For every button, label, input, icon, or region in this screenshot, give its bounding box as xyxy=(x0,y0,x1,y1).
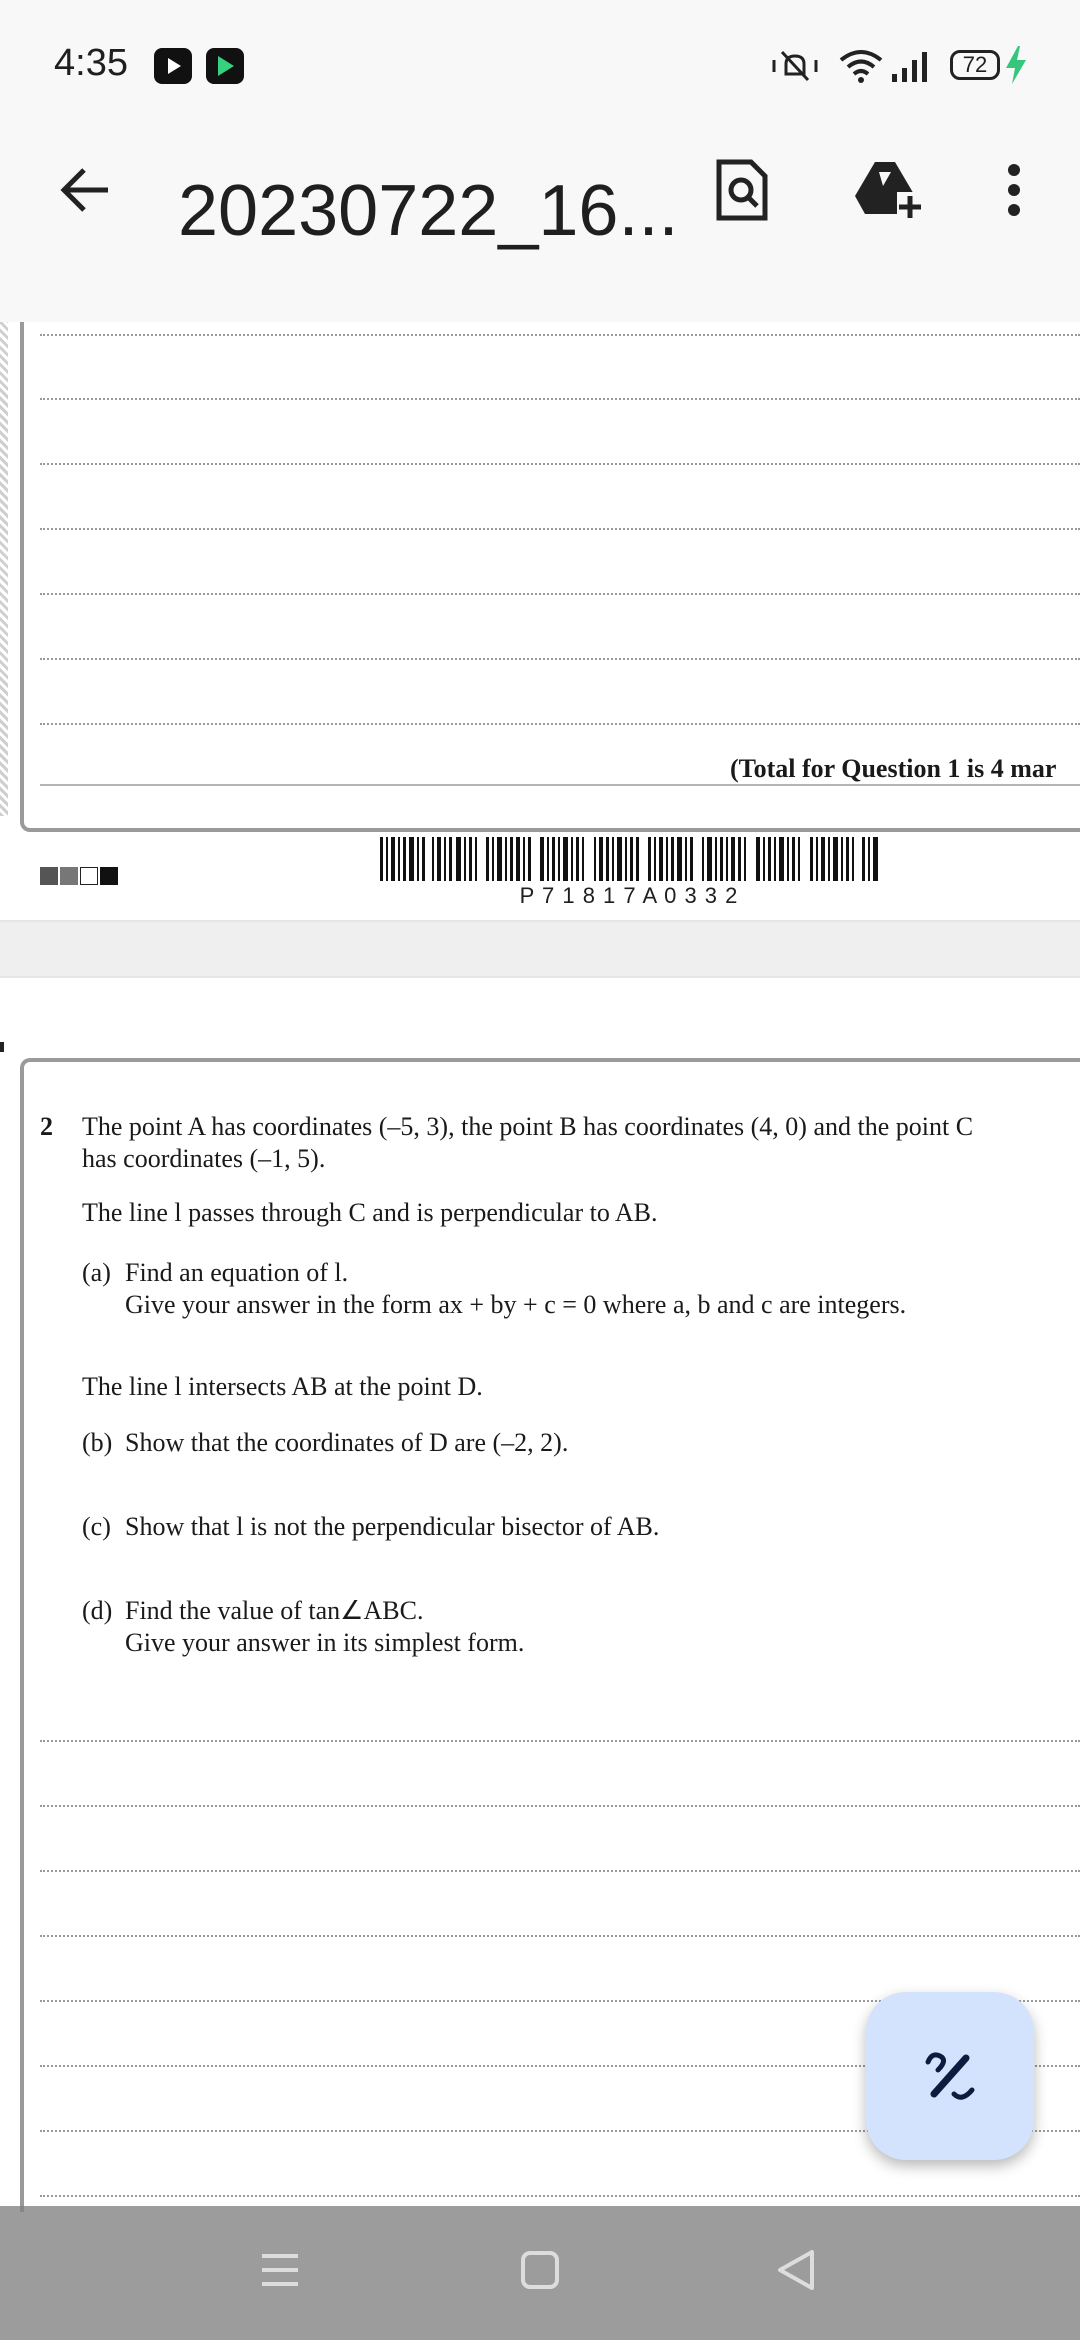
question-intro-line1: The point A has coordinates (–5, 3), the point B has coordinates (4, 0) and the point C xyxy=(82,1112,974,1141)
page-edge-hatch xyxy=(0,322,8,816)
home-icon xyxy=(520,2250,560,2290)
part-b-text: Show that the coordinates of D are (–2, 2). xyxy=(125,1428,569,1457)
find-in-page-button[interactable] xyxy=(702,150,782,230)
part-c-text: Show that l is not the perpendicular bisector of AB. xyxy=(125,1512,660,1541)
play-games-icon xyxy=(206,48,244,84)
answer-line xyxy=(40,658,1080,660)
part-d-label: (d) xyxy=(82,1596,113,1625)
barcode xyxy=(380,837,878,881)
back-nav-button[interactable] xyxy=(756,2230,836,2310)
part-a-label: (a) xyxy=(82,1258,111,1287)
youtube-icon xyxy=(154,48,192,84)
home-button[interactable] xyxy=(500,2230,580,2310)
answer-line xyxy=(40,1740,1080,1742)
answer-line xyxy=(40,723,1080,725)
battery-level: 72 xyxy=(962,52,988,77)
find-in-page-icon xyxy=(715,158,769,222)
page-gap xyxy=(0,922,1080,976)
page-marker xyxy=(40,867,118,885)
vibrate-mute-icon xyxy=(770,48,820,89)
wifi-icon xyxy=(838,48,884,89)
part-a-line2: Give your answer in the form ax + by + c = 0 where a, b and c are integers. xyxy=(125,1290,907,1319)
total-underline xyxy=(40,784,1080,786)
recent-apps-button[interactable] xyxy=(240,2230,320,2310)
answer-line xyxy=(40,1870,1080,1872)
part-c-label: (c) xyxy=(82,1512,111,1541)
battery-icon xyxy=(950,50,1000,80)
answer-line xyxy=(40,1935,1080,1937)
answer-line xyxy=(40,528,1080,530)
status-bar xyxy=(0,0,1080,130)
pdf-document-view[interactable] xyxy=(0,322,1080,2212)
recent-apps-icon xyxy=(260,2252,300,2288)
annotate-fab[interactable] xyxy=(866,1992,1034,2160)
answer-line xyxy=(40,334,1080,336)
part-d-line1: Find the value of tan∠ABC. xyxy=(125,1596,424,1625)
pen-annotate-icon xyxy=(918,2044,982,2108)
more-options-button[interactable] xyxy=(984,150,1044,230)
intersection-statement: The line l intersects AB at the point D. xyxy=(82,1372,483,1401)
file-title: 20230722_16... xyxy=(178,171,679,251)
part-b-label: (b) xyxy=(82,1428,113,1457)
status-time: 4:35 xyxy=(54,42,128,84)
back-button[interactable] xyxy=(44,150,124,230)
part-d-line2: Give your answer in its simplest form. xyxy=(125,1628,525,1657)
answer-line xyxy=(40,593,1080,595)
signal-icon xyxy=(890,50,934,87)
add-to-drive-icon xyxy=(853,160,923,220)
answer-line xyxy=(40,2195,1080,2197)
charging-icon xyxy=(1004,46,1028,89)
answer-line xyxy=(40,398,1080,400)
back-triangle-icon xyxy=(776,2248,816,2292)
navigation-bar xyxy=(0,2206,1080,2340)
line-l-statement: The line l passes through C and is perpendicular to AB. xyxy=(82,1198,658,1227)
question-intro-line2: has coordinates (–1, 5). xyxy=(82,1144,326,1173)
page-crop-mark xyxy=(0,1042,4,1052)
answer-line xyxy=(40,463,1080,465)
more-vert-icon xyxy=(1006,162,1022,218)
part-a-line1: Find an equation of l. xyxy=(125,1258,349,1287)
question-number: 2 xyxy=(40,1112,53,1141)
arrow-back-icon xyxy=(56,162,112,218)
answer-line xyxy=(40,1805,1080,1807)
add-to-drive-button[interactable] xyxy=(846,150,930,230)
page-separator xyxy=(0,976,1080,978)
barcode-text: P 7 1 8 1 7 A 0 3 3 2 xyxy=(519,883,739,908)
total-marks-q1: (Total for Question 1 is 4 mar xyxy=(730,754,1057,783)
